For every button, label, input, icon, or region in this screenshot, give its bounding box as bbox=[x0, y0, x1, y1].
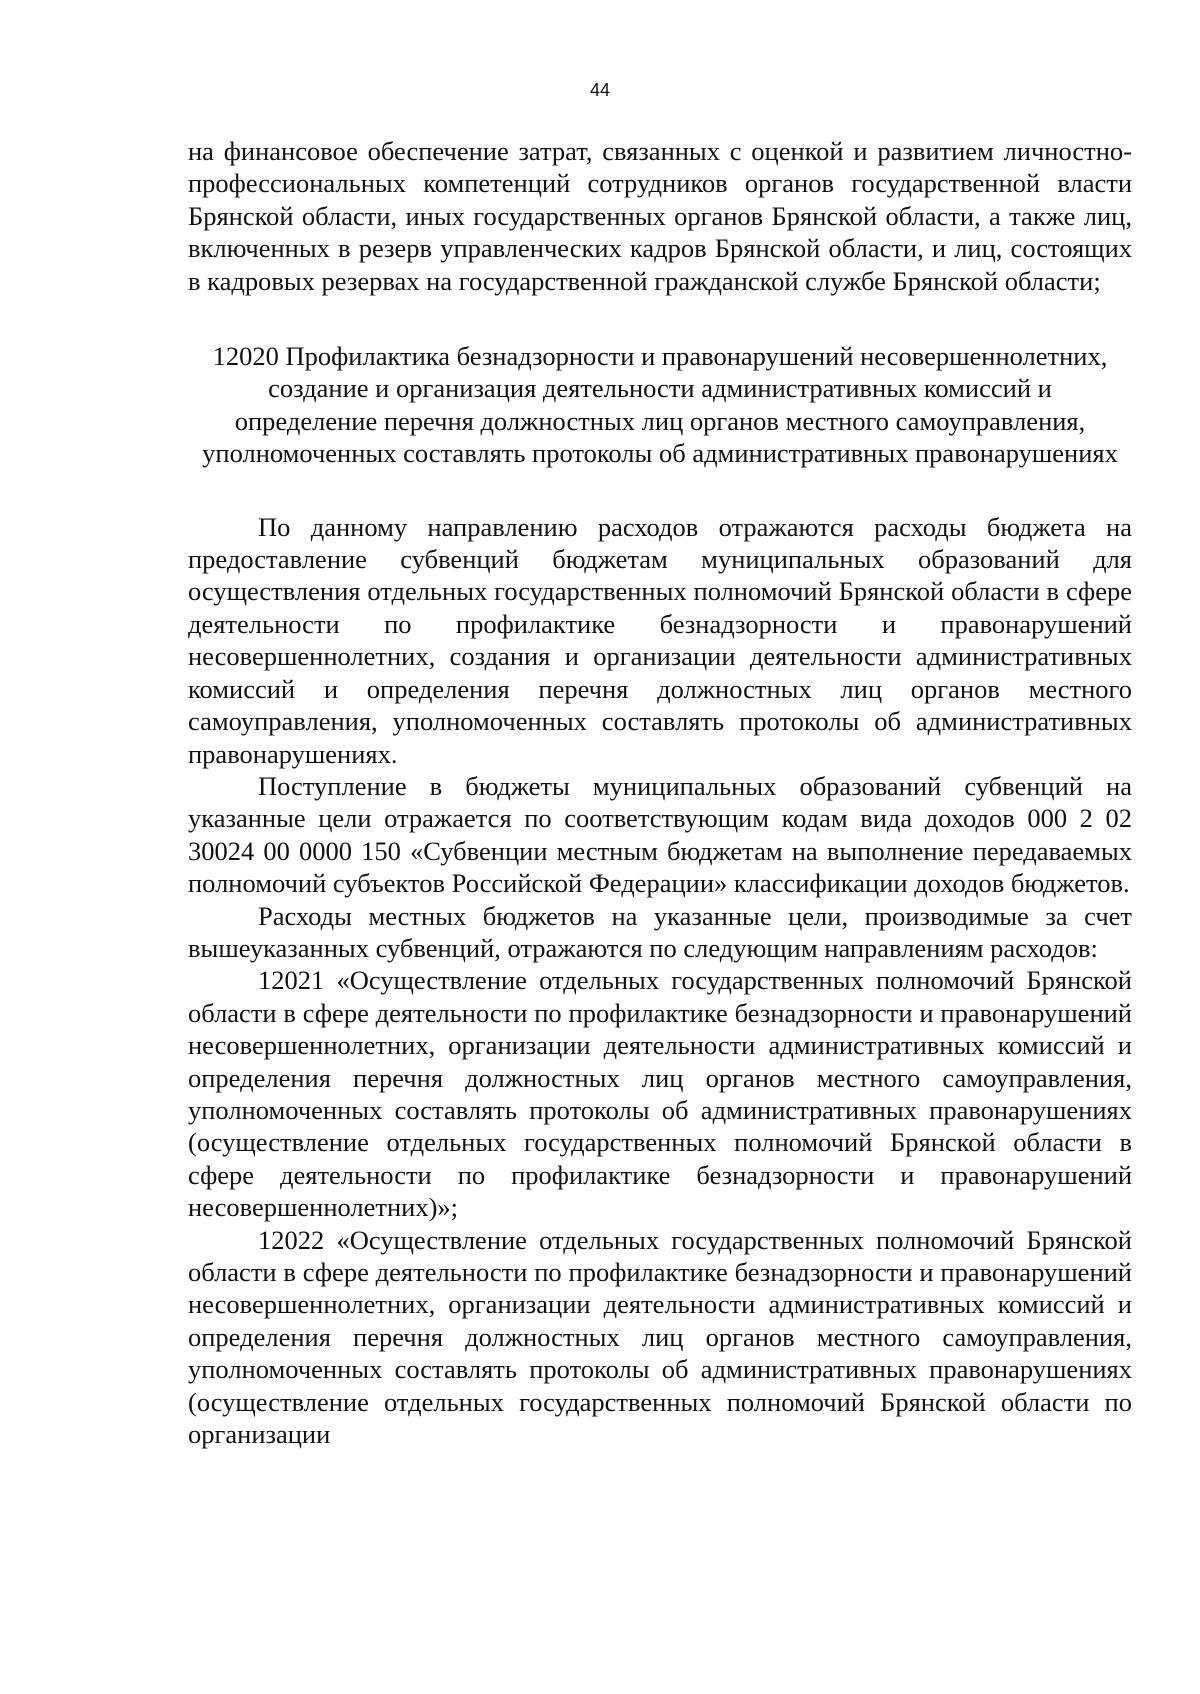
document-body bbox=[188, 135, 1132, 1450]
body-paragraph-2: Поступление в бюджеты муниципальных образований субвенций на указанные цели отражается по соответствующим кодам вида доходов 000 2 02 30024 00 0000 150 «Субвенции местным бюджетам на выполнение передаваемых полномочий субъектов Российской Федерации» классификации доходов бюджетов. bbox=[188, 770, 1132, 899]
page-number: 44 bbox=[589, 80, 611, 100]
body-paragraph-1: По данному направлению расходов отражаются расходы бюджета на предоставление субвенций бюджетам муниципальных образований для осуществления отдельных государственных полномочий Брянской области в сфере деятельности по профилактике безнадзорности и правонарушений несовершеннолетних, создания и организации деятельности административных комиссий и определения перечня должностных лиц органов местного самоуправления, уполномоченных составлять протоколы об административных правонарушениях. bbox=[188, 511, 1132, 769]
body-paragraph-5: 12022 «Осуществление отдельных государственных полномочий Брянской области в сфере деятельности по профилактике безнадзорности и правонарушений несовершеннолетних, организации деятельности административных комиссий и определения перечня должностных лиц органов местного самоуправления, уполномоченных составлять протоколы об административных правонарушениях (осуществление отдельных государственных полномочий Брянской области по организации bbox=[188, 1224, 1132, 1450]
body-paragraph-3: Расходы местных бюджетов на указанные цели, производимые за счет вышеуказанных субвенций, отражаются по следующим направлениям расходов: bbox=[188, 900, 1132, 963]
section-heading: 12020 Профилактика безнадзорности и правонарушений несовершеннолетних, создание и организация деятельности административных комиссий и определение перечня должностных лиц органов местного самоуправления, уполномоченных составлять протоколы об административных правонарушениях bbox=[202, 341, 1118, 469]
body-paragraph-4: 12021 «Осуществление отдельных государственных полномочий Брянской области в сфере деятельности по профилактике безнадзорности и правонарушений несовершеннолетних, организации деятельности административных комиссий и определения перечня должностных лиц органов местного самоуправления, уполномоченных составлять протоколы об административных правонарушениях (осуществление отдельных государственных полномочий Брянской области в сфере деятельности по профилактике безнадзорности и правонарушений несовершеннолетних)»; bbox=[188, 965, 1132, 1223]
continuation-paragraph: на финансовое обеспечение затрат, связанных с оценкой и развитием личностно-профессиональных компетенций сотрудников органов государственной власти Брянской области, иных государственных органов Брянской области, а также лиц, включенных в резерв управленческих кадров Брянской области, и лиц, состоящих в кадровых резервах на государственной гражданской службе Брянской области; bbox=[188, 136, 1132, 296]
